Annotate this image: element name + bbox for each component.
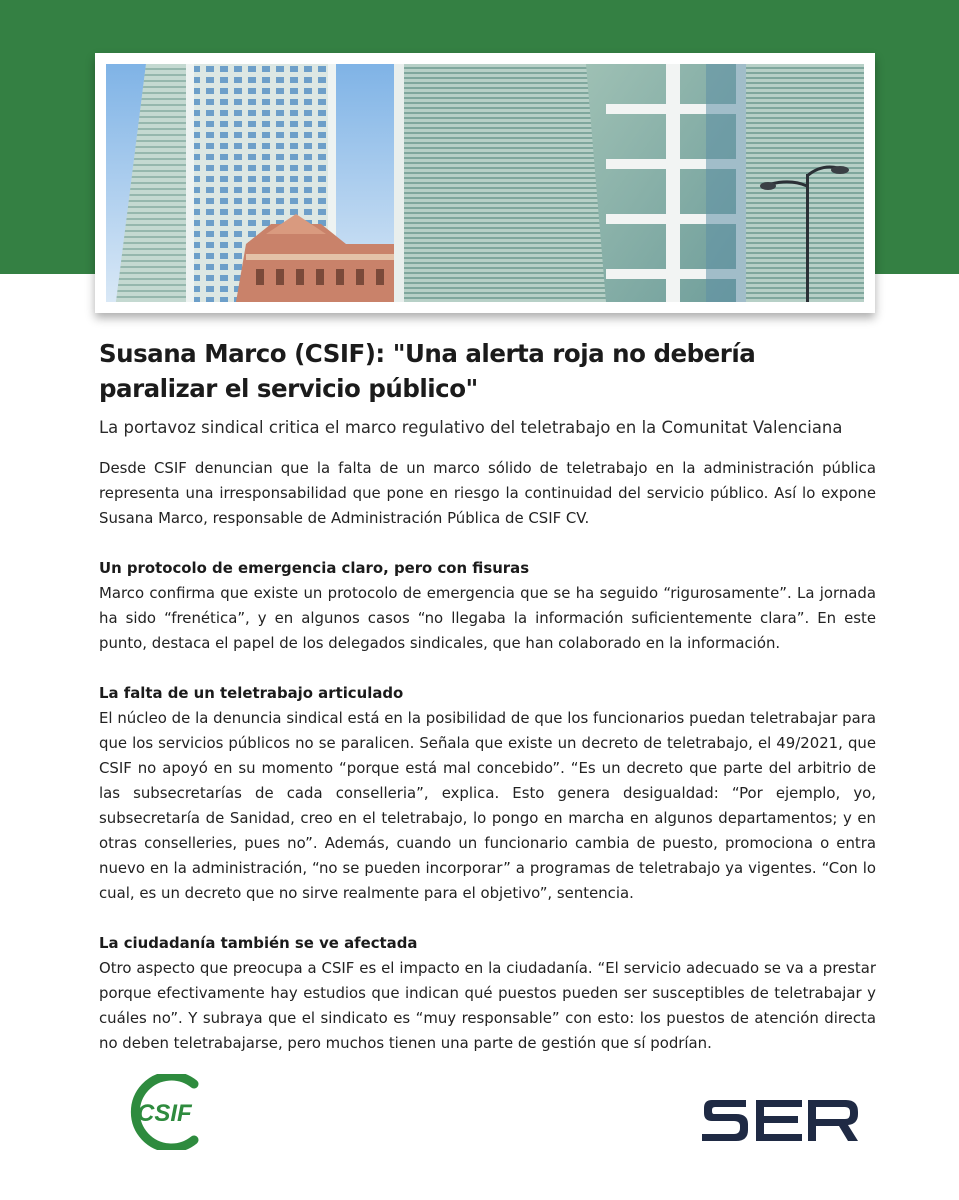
header-photo-buildings <box>106 64 864 302</box>
section-text: Marco confirma que existe un protocolo de emergencia que se ha seguido “rigurosamente”. La jornada ha sido “frenética”, y en algunos casos “no llegaba la información suficientemente clara”. En este punto, destaca el papel de los delegados sindicales, que han colaborado en la información. <box>99 584 876 652</box>
article-subheadline: La portavoz sindical critica el marco regulativo del teletrabajo en la Comunitat Valenciana <box>99 418 843 437</box>
header-photo-frame <box>95 53 875 313</box>
section-text: Otro aspecto que preocupa a CSIF es el impacto en la ciudadanía. “El servicio adecuado se va a prestar porque efectivamente hay estudios que indican qué puestos pueden ser susceptibles de teletrabajar y cuáles no”. Y subraya que el sindicato es “muy responsable” con esto: los puestos de atención directa no deben teletrabajarse, pero muchos tienen una parte de gestión que sí podrían. <box>99 959 876 1052</box>
article-section-protocol <box>99 556 876 656</box>
article <box>99 336 876 1056</box>
article-lead-paragraph: Desde CSIF denuncian que la falta de un marco sólido de teletrabajo en la administración pública representa una irresponsabilidad que pone en riesgo la continuidad del servicio público. Así lo expone Susana Marco, responsable de Administración Pública de CSIF CV. <box>99 459 876 527</box>
article-section-ciudadania <box>99 931 876 1056</box>
svg-text:CSIF: CSIF <box>137 1100 192 1127</box>
section-title: La ciudadanía también se ve afectada <box>99 934 418 952</box>
section-title: La falta de un teletrabajo articulado <box>99 684 404 702</box>
article-headline: Susana Marco (CSIF): "Una alerta roja no debería paralizar el servicio público" <box>99 339 756 403</box>
ser-logo <box>700 1094 860 1144</box>
section-text: El núcleo de la denuncia sindical está en la posibilidad de que los funcionarios puedan teletrabajar para que los servicios públicos no se paralicen. Señala que existe un decreto de teletrabajo, el 49/2021, que CSIF no apoyó en su momento “porque está mal concebido”. “Es un decreto que parte del arbitrio de las subsecretarías de cada conselleria”, explica. Esto genera desigualdad: “Por ejemplo, yo, subsecretaría de Sanidad, creo en el teletrabajo, lo pongo en marcha en algunos departamentos; y en otras conselleries, pues no”. Además, cuando un funcionario cambia de puesto, promociona o entra nuevo en la administración, “no se pueden incorporar” a programas de teletrabajo ya vigentes. “Con lo cual, es un decreto que no sirve realmente para el objetivo”, sentencia. <box>99 709 876 902</box>
article-section-teletrabajo <box>99 681 876 906</box>
csif-logo <box>122 1074 208 1150</box>
section-title: Un protocolo de emergencia claro, pero con fisuras <box>99 559 530 577</box>
